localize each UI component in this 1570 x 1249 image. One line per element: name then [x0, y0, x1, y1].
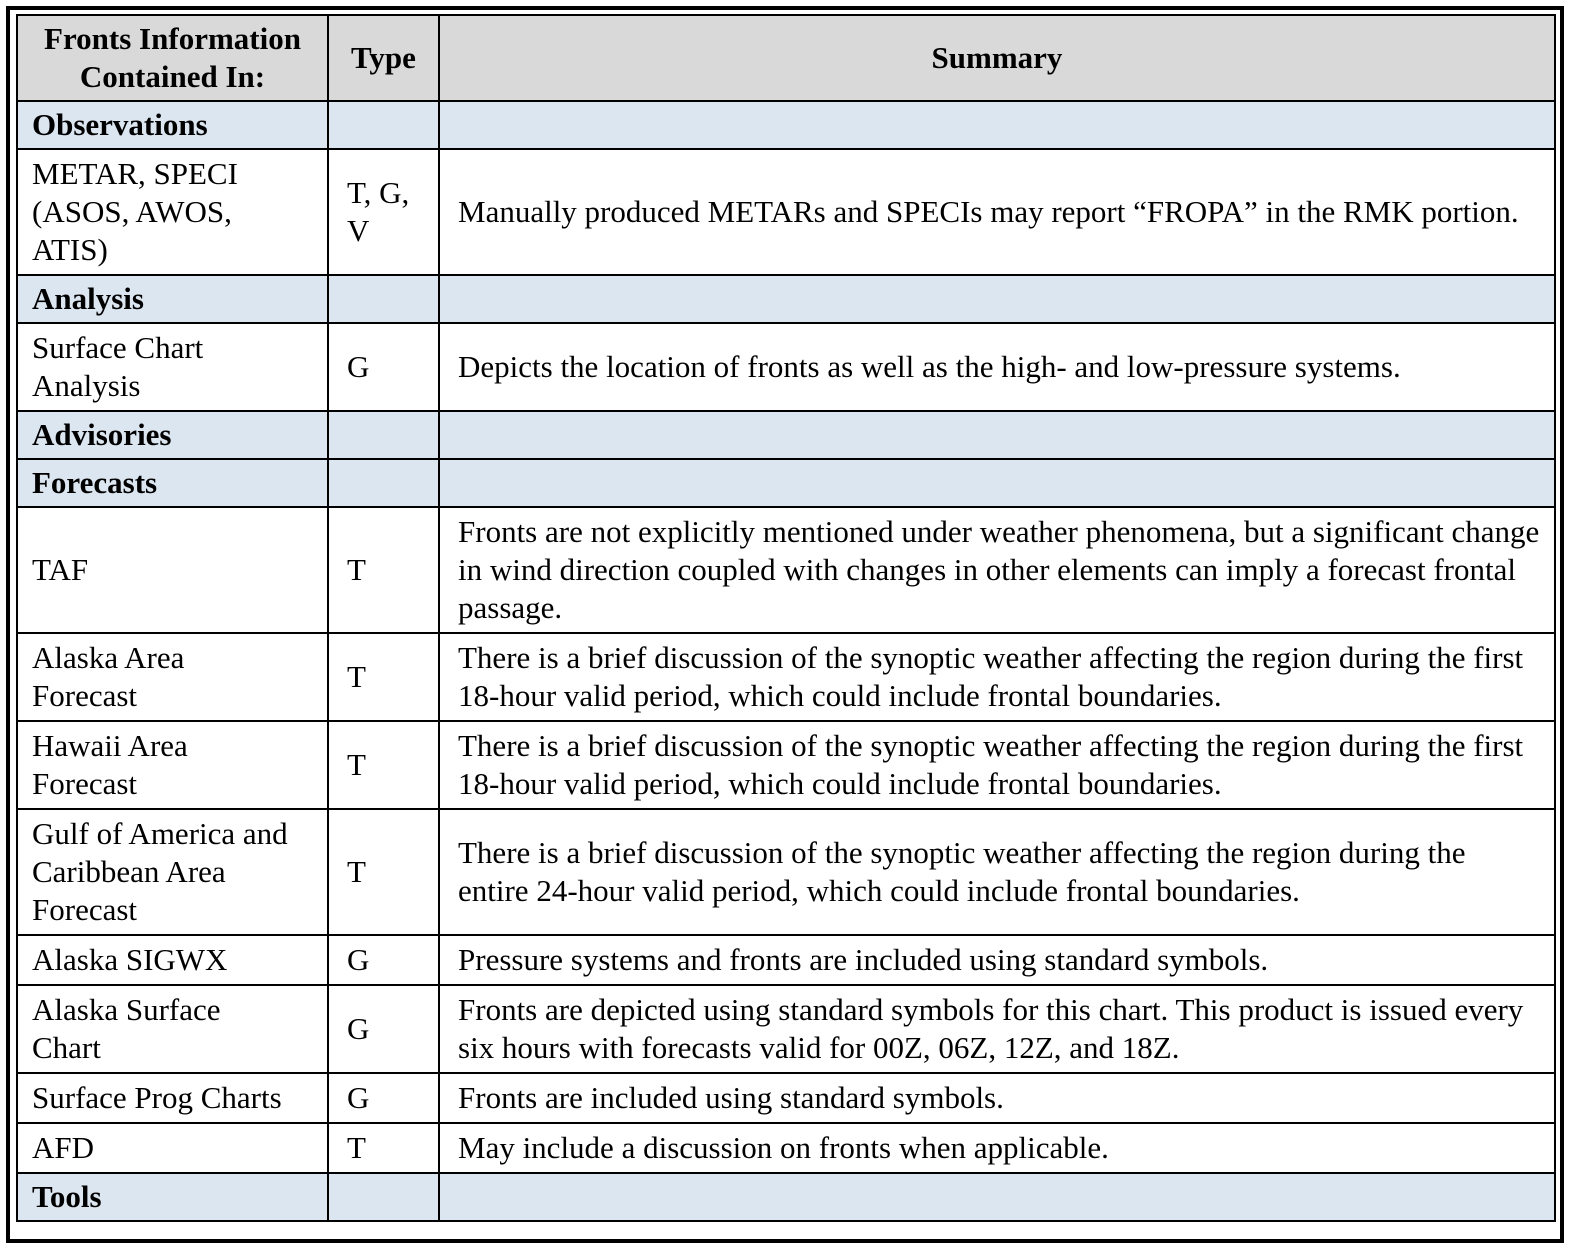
row-source: Surface Chart Analysis	[17, 323, 328, 411]
row-summary: Fronts are included using standard symbols.	[439, 1073, 1555, 1123]
row-type: T, G, V	[328, 149, 439, 275]
row-source: Alaska Surface Chart	[17, 985, 328, 1073]
header-summary: Summary	[439, 15, 1555, 101]
row-source: Gulf of America and Caribbean Area Forecast	[17, 809, 328, 935]
row-type: T	[328, 721, 439, 809]
row-type: G	[328, 935, 439, 985]
table-row	[17, 809, 1555, 935]
section-title: Tools	[17, 1173, 328, 1221]
row-source: METAR, SPECI (ASOS, AWOS, ATIS)	[17, 149, 328, 275]
table-row	[17, 721, 1555, 809]
row-type: T	[328, 633, 439, 721]
header-source: Fronts Information Contained In:	[17, 15, 328, 101]
section-row-tools	[17, 1173, 1555, 1221]
section-row-analysis	[17, 275, 1555, 323]
section-row-advisories	[17, 411, 1555, 459]
row-summary: There is a brief discussion of the synoptic weather affecting the region during the entire 24-hour valid period, which could include frontal boundaries.	[439, 809, 1555, 935]
table-row	[17, 507, 1555, 633]
section-title: Observations	[17, 101, 328, 149]
row-type: G	[328, 1073, 439, 1123]
section-row-forecasts	[17, 459, 1555, 507]
header-type: Type	[328, 15, 439, 101]
row-source: Alaska SIGWX	[17, 935, 328, 985]
row-source: TAF	[17, 507, 328, 633]
row-source: Surface Prog Charts	[17, 1073, 328, 1123]
table-row	[17, 149, 1555, 275]
section-title: Forecasts	[17, 459, 328, 507]
table-row	[17, 1123, 1555, 1173]
row-summary: Depicts the location of fronts as well as the high- and low-pressure systems.	[439, 323, 1555, 411]
table-row	[17, 633, 1555, 721]
row-type: T	[328, 507, 439, 633]
table-row	[17, 1073, 1555, 1123]
row-source: Alaska Area Forecast	[17, 633, 328, 721]
table-row	[17, 935, 1555, 985]
table-row	[17, 985, 1555, 1073]
row-type: G	[328, 323, 439, 411]
row-summary: Pressure systems and fronts are included using standard symbols.	[439, 935, 1555, 985]
fronts-information-table	[16, 14, 1556, 1222]
section-title: Analysis	[17, 275, 328, 323]
row-type: T	[328, 809, 439, 935]
row-type: T	[328, 1123, 439, 1173]
row-summary: There is a brief discussion of the synoptic weather affecting the region during the first 18-hour valid period, which could include frontal boundaries.	[439, 721, 1555, 809]
row-summary: Manually produced METARs and SPECIs may report “FROPA” in the RMK portion.	[439, 149, 1555, 275]
row-summary: There is a brief discussion of the synoptic weather affecting the region during the first 18-hour valid period, which could include frontal boundaries.	[439, 633, 1555, 721]
row-source: AFD	[17, 1123, 328, 1173]
row-summary: Fronts are not explicitly mentioned under weather phenomena, but a significant change in wind direction coupled with changes in other elements can imply a forecast frontal passage.	[439, 507, 1555, 633]
row-source: Hawaii Area Forecast	[17, 721, 328, 809]
section-row-observations	[17, 101, 1555, 149]
row-summary: May include a discussion on fronts when applicable.	[439, 1123, 1555, 1173]
section-title: Advisories	[17, 411, 328, 459]
row-summary: Fronts are depicted using standard symbols for this chart. This product is issued every six hours with forecasts valid for 00Z, 06Z, 12Z, and 18Z.	[439, 985, 1555, 1073]
row-type: G	[328, 985, 439, 1073]
table-row	[17, 323, 1555, 411]
